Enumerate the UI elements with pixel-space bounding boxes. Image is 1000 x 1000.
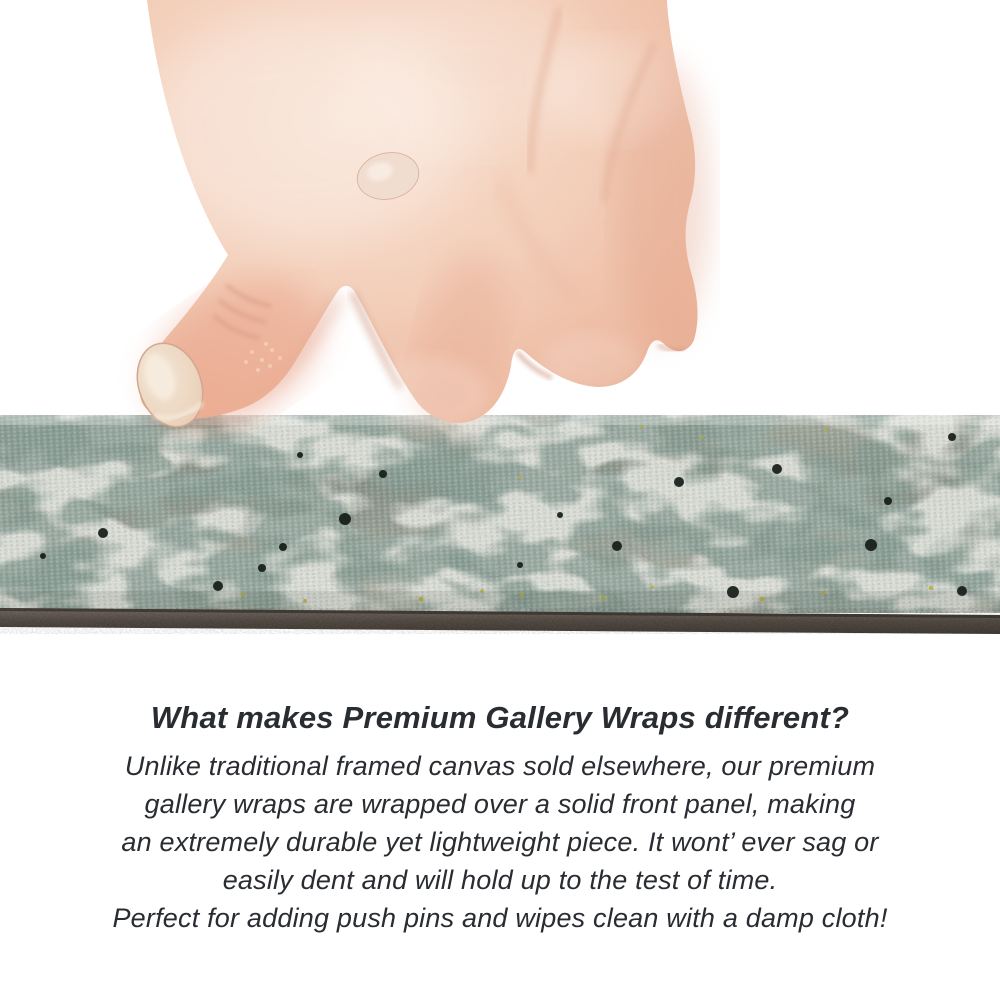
body-line-3: an extremely durable yet lightweight piece. It wont’ ever sag or: [121, 827, 879, 857]
canvas-texture: [0, 415, 1000, 639]
body-line-2: gallery wraps are wrapped over a solid front panel, making: [144, 789, 856, 819]
marketing-copy: [0, 698, 1000, 937]
body-line-4: easily dent and will hold up to the test of time.: [222, 865, 778, 895]
body-line-1: Unlike traditional framed canvas sold elsewhere, our premium: [124, 751, 876, 781]
hand-image: [0, 0, 1000, 440]
body-line-5: Perfect for adding push pins and wipes clean with a damp cloth!: [112, 903, 888, 933]
canvas-strip-image: [0, 415, 1000, 639]
section-heading: What makes Premium Gallery Wraps different?: [150, 700, 850, 735]
hand-illustration: [0, 0, 1000, 440]
